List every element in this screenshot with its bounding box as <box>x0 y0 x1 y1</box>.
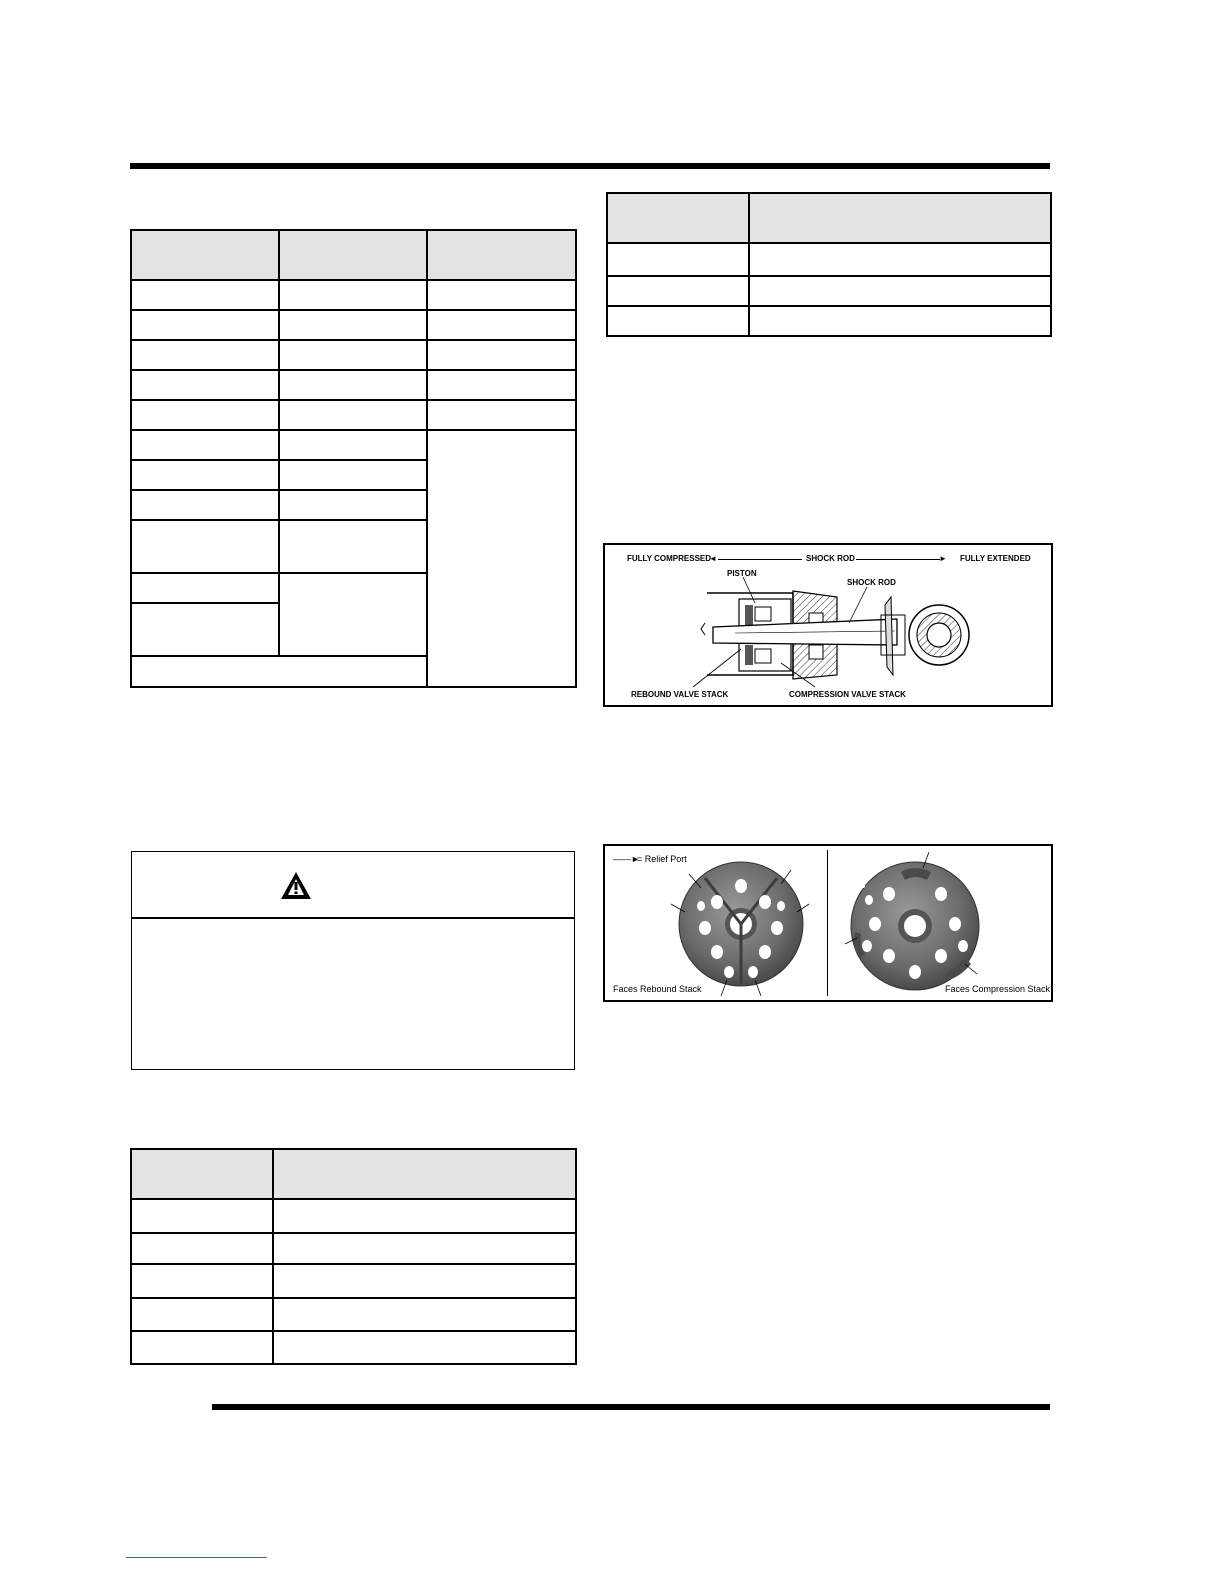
footer-link-underline[interactable] <box>126 1557 267 1558</box>
piston-photos <box>605 846 1051 1000</box>
caption-faces-rebound-stack: Faces Rebound Stack <box>613 984 702 994</box>
table-row <box>131 1298 576 1331</box>
arrow-left: ◄ <box>709 554 717 563</box>
label-piston: PISTON <box>727 569 757 578</box>
spec-table-left <box>130 229 577 688</box>
warning-triangle-icon <box>280 871 312 901</box>
spec-table-right <box>606 192 1052 337</box>
table-header-row <box>607 193 1051 243</box>
table-row <box>131 340 576 370</box>
table-row <box>131 1233 576 1264</box>
relief-port-legend: = Relief Port <box>637 854 687 864</box>
table-row <box>131 1264 576 1298</box>
label-shock-rod: SHOCK ROD <box>847 578 896 587</box>
table-row <box>607 243 1051 276</box>
spec-table-bottom <box>130 1148 577 1365</box>
warning-box <box>131 851 575 1070</box>
table-row <box>131 1331 576 1364</box>
table-header-row <box>131 230 576 280</box>
piston-relief-port-figure <box>603 844 1053 1002</box>
table-row <box>131 280 576 310</box>
table-row <box>607 306 1051 336</box>
arrow-right: ► <box>939 554 947 563</box>
warning-header <box>132 852 574 919</box>
table-row <box>131 370 576 400</box>
caption-faces-compression-stack: Faces Compression Stack <box>945 984 1051 994</box>
shock-cutaway-drawing <box>605 545 1051 705</box>
shock-cutaway-figure <box>603 543 1053 707</box>
label-compression-valve-stack: COMPRESSION VALVE STACK <box>789 690 906 699</box>
table-row <box>607 276 1051 306</box>
table-header-row <box>131 1149 576 1199</box>
table-row <box>131 1199 576 1233</box>
label-fully-extended: FULLY EXTENDED <box>960 554 1031 563</box>
label-fully-compressed: FULLY COMPRESSED <box>627 554 712 563</box>
header-rule <box>130 163 1050 169</box>
label-rebound-valve-stack: REBOUND VALVE STACK <box>631 690 729 699</box>
label-shock-rod-top: SHOCK ROD <box>806 554 855 563</box>
piston-compression-side <box>845 852 979 990</box>
footer-rule <box>212 1404 1050 1410</box>
relief-port-arrow: ——► <box>613 854 640 864</box>
table-row <box>131 430 576 460</box>
table-row <box>131 400 576 430</box>
table-row <box>131 310 576 340</box>
piston-rebound-side <box>671 862 809 996</box>
